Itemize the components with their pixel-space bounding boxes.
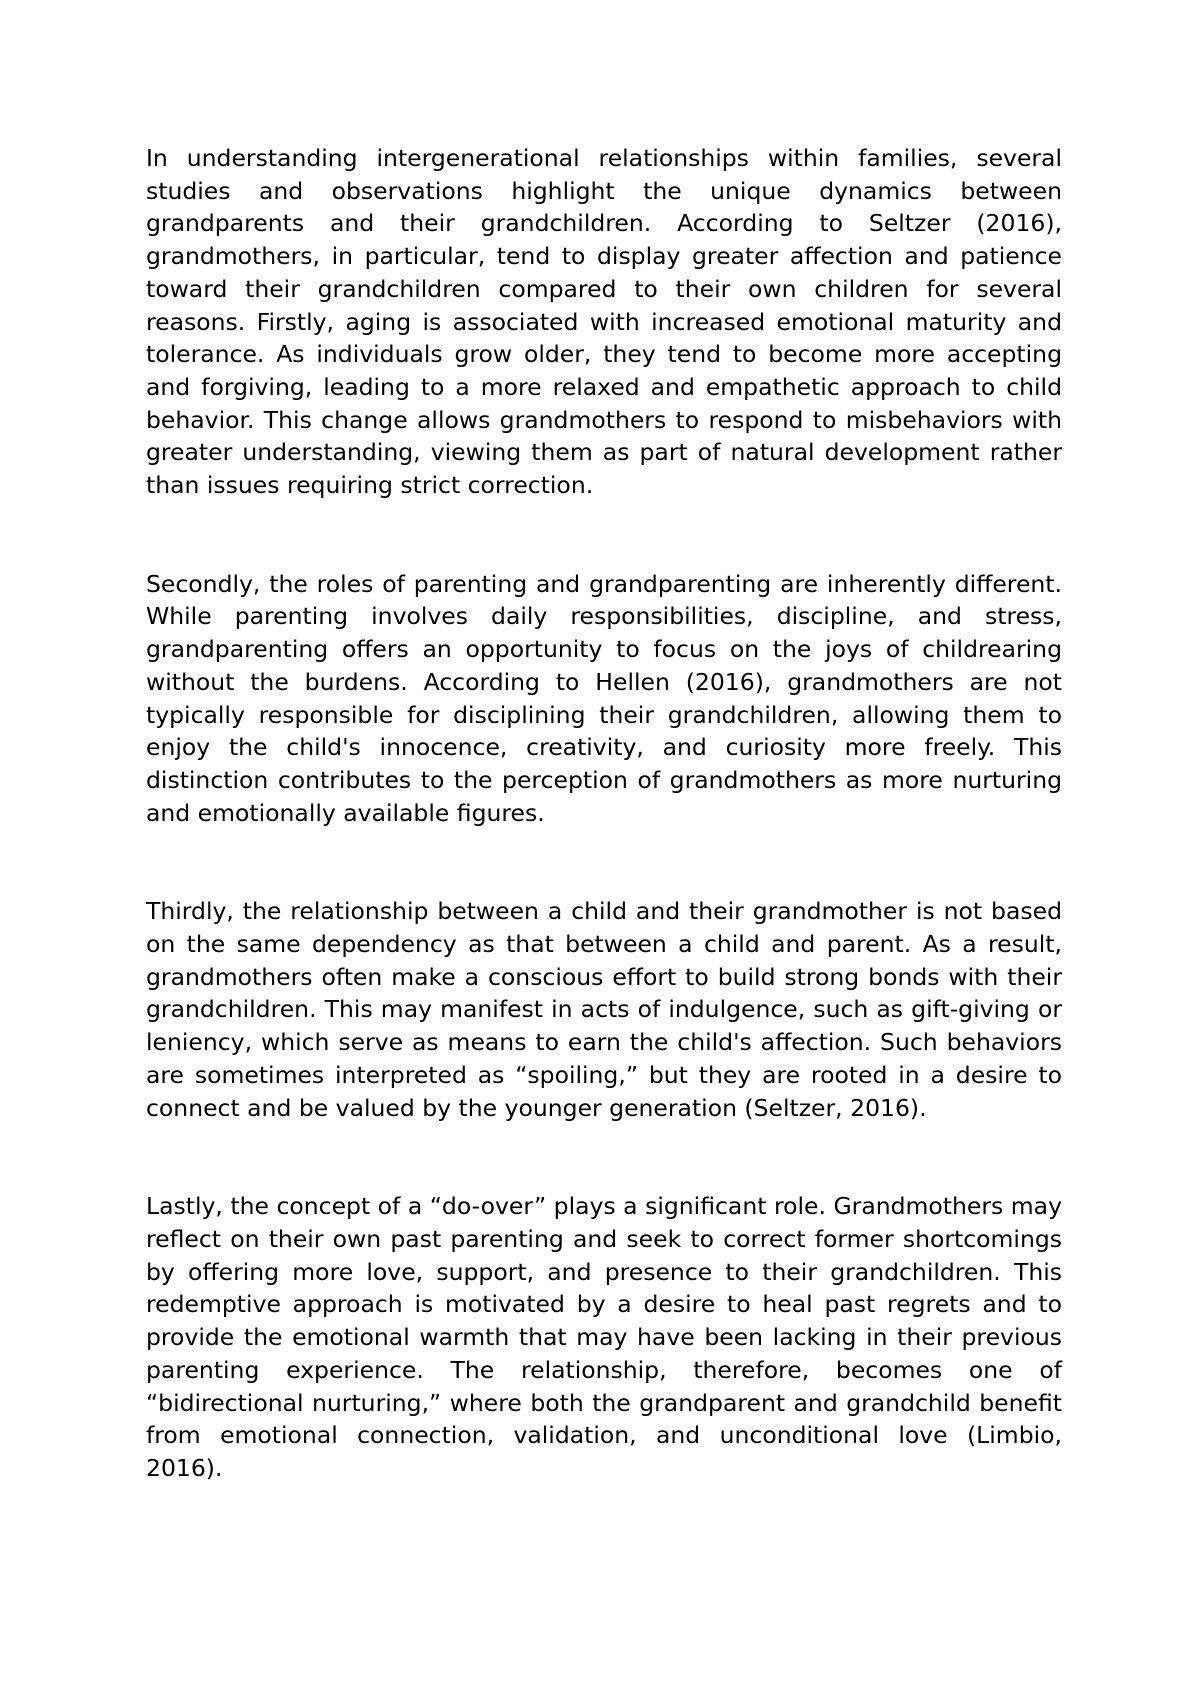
paragraph-thirdly: Thirdly, the relationship between a child and their grandmother is not based on the same dependency as that between a child and parent. As a result, grandmothers often make a conscious effort to build strong bonds with their grandchildren. This may manifest in acts of indulgence, such as gift-giving or leniency, which serve as means to earn the child's affection. Such behaviors are sometimes interpreted as “spoiling,” but they are rooted in a desire to connect and be valued by the younger generation (Seltzer, 2016). (146, 897, 1062, 1122)
paragraph-secondly: Secondly, the roles of parenting and grandparenting are inherently different. While parenting involves daily responsibilities, discipline, and stress, grandparenting offers an opportunity to focus on the joys of childrearing without the burdens. According to Hellen (2016), grandmothers are not typically responsible for disciplining their grandchildren, allowing them to enjoy the child's innocence, creativity, and curiosity more freely. This distinction contributes to the perception of grandmothers as more nurturing and emotionally available figures. (146, 569, 1062, 827)
paragraph-lastly: Lastly, the concept of a “do-over” plays a significant role. Grandmothers may reflect on their own past parenting and seek to correct former shortcomings by offering more love, support, and presence to their grandchildren. This redemptive approach is motivated by a desire to heal past regrets and to provide the emotional warmth that may have been lacking in their previous parenting experience. The relationship, therefore, becomes one of “bidirectional nurturing,” where both the grandparent and grandchild benefit from emotional connection, validation, and unconditional love (Limbio, 2016). (146, 1192, 1062, 1482)
document-body (146, 142, 1062, 1485)
paragraph-intro: In understanding intergenerational relationships within families, several studies and observations highlight the unique dynamics between grandparents and their grandchildren. According to Seltzer (2016), grandmothers, in particular, tend to display greater affection and patience toward their grandchildren compared to their own children for several reasons. Firstly, aging is associated with increased emotional maturity and tolerance. As individuals grow older, they tend to become more accepting and forgiving, leading to a more relaxed and empathetic approach to child behavior. This change allows grandmothers to respond to misbehaviors with greater understanding, viewing them as part of natural development rather than issues requiring strict correction. (146, 144, 1062, 500)
